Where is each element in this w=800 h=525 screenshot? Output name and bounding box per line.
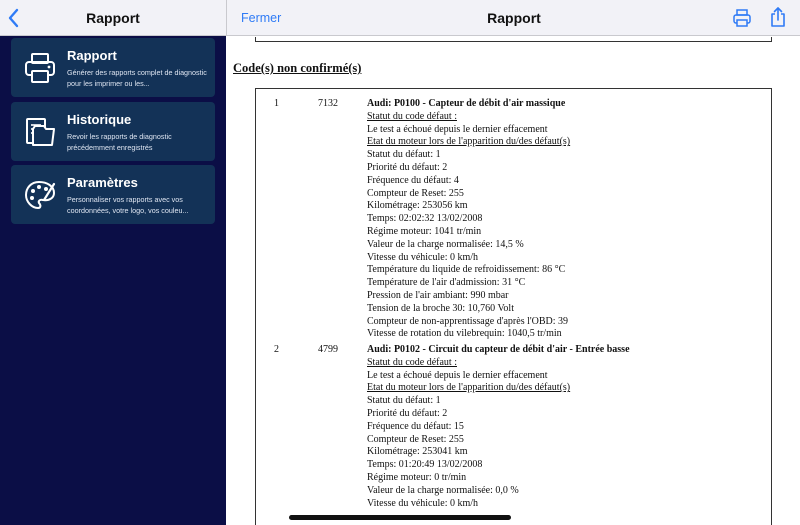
card-description: Revoir les rapports de diagnostic précédemment enregistrés (67, 132, 172, 152)
entry-line: Pression de l'air ambiant: 990 mbar (367, 289, 509, 301)
palette-icon (23, 178, 57, 212)
entry-line: Statut du défaut: 1 (367, 395, 441, 407)
entry-line: Kilométrage: 253041 km (367, 446, 468, 458)
back-button[interactable] (2, 4, 26, 32)
card-title: Rapport (67, 48, 117, 63)
entry-line: Le test a échoué depuis le dernier effacement (367, 369, 548, 381)
entry-line: Fréquence du défaut: 4 (367, 174, 459, 186)
entry-line: Fréquence du défaut: 15 (367, 420, 464, 432)
entry-line: Température du liquide de refroidissement: 86 °C (367, 264, 566, 276)
entry-line: Statut du code défaut : (367, 356, 457, 368)
share-icon (769, 6, 787, 28)
entry-line: Valeur de la charge normalisée: 0,0 % (367, 484, 519, 496)
entry-line: Etat du moteur lors de l'apparition du/des défaut(s) (367, 136, 571, 148)
sidebar-card-parametres[interactable] (11, 165, 215, 224)
sidebar (0, 0, 226, 525)
card-description: Générer des rapports complet de diagnostic pour les imprimer ou les... (67, 68, 207, 88)
entry-line: Compteur de non-apprentissage d'après l'OBD: 39 (367, 315, 569, 327)
card-title: Paramètres (67, 175, 138, 190)
entry-details (367, 98, 767, 341)
chevron-left-icon (2, 4, 26, 32)
codes-table (255, 88, 772, 525)
share-button[interactable] (769, 6, 787, 28)
entry-line: Régime moteur: 0 tr/min (367, 471, 467, 483)
entry-line: Temps: 01:20:49 13/02/2008 (367, 459, 483, 471)
close-button[interactable]: Fermer (241, 11, 282, 25)
previous-section-box (255, 37, 772, 42)
entry-line: Tension de la broche 30: 10,760 Volt (367, 302, 514, 314)
entry-line: Priorité du défaut: 2 (367, 407, 448, 419)
home-indicator (289, 515, 511, 520)
entry-line: Kilométrage: 253056 km (367, 200, 468, 212)
entry-line: Le test a échoué depuis le dernier effacement (367, 123, 548, 135)
entry-code: 4799 (318, 344, 338, 355)
entry-details (367, 344, 767, 510)
entry-line: Etat du moteur lors de l'apparition du/des défaut(s) (367, 382, 571, 394)
entry-line: Compteur de Reset: 255 (367, 433, 464, 445)
printer-icon (732, 8, 752, 28)
entry-number: 1 (274, 98, 279, 109)
entry-line: Compteur de Reset: 255 (367, 187, 464, 199)
entry-title: Audi: P0102 - Circuit du capteur de débit d'air - Entrée basse (367, 344, 630, 355)
documents-icon (23, 115, 57, 149)
entry-line: Vitesse du véhicule: 0 km/h (367, 497, 479, 509)
print-button[interactable] (732, 8, 752, 28)
main-header (226, 0, 800, 36)
sidebar-title: Rapport (86, 10, 140, 26)
entry-line: Priorité du défaut: 2 (367, 161, 448, 173)
page-title: Rapport (487, 10, 541, 26)
card-title: Historique (67, 112, 132, 127)
entry-title: Audi: P0100 - Capteur de débit d'air massique (367, 98, 566, 109)
entry-line: Statut du code défaut : (367, 110, 457, 122)
report-view[interactable] (227, 37, 800, 525)
entry-number: 2 (274, 344, 279, 355)
entry-line: Temps: 02:02:32 13/02/2008 (367, 213, 483, 225)
entry-line: Vitesse de rotation du vilebrequin: 1040,5 tr/min (367, 328, 562, 340)
entry-line: Vitesse du véhicule: 0 km/h (367, 251, 479, 263)
entry-line: Régime moteur: 1041 tr/min (367, 225, 482, 237)
sidebar-card-rapport[interactable] (11, 38, 215, 97)
entry-code: 7132 (318, 98, 338, 109)
entry-line: Valeur de la charge normalisée: 14,5 % (367, 238, 524, 250)
printer-icon (23, 51, 57, 85)
sidebar-header (0, 0, 226, 36)
card-description: Personnaliser vos rapports avec vos coordonnées, votre logo, vos couleu... (67, 195, 189, 215)
sidebar-card-historique[interactable] (11, 102, 215, 161)
entry-line: Statut du défaut: 1 (367, 149, 441, 161)
section-heading: Code(s) non confirmé(s) (233, 61, 362, 75)
entry-line: Température de l'air d'admission: 31 °C (367, 277, 526, 289)
